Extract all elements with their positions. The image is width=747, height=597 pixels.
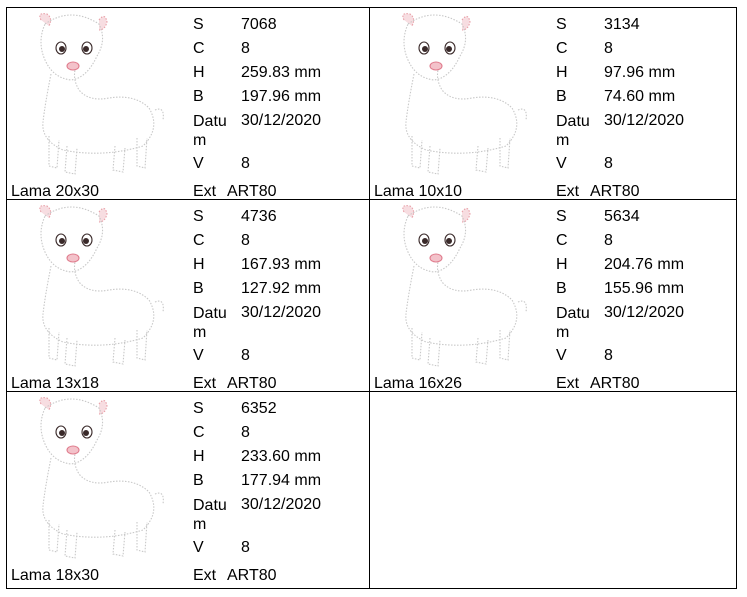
property-label: Datum (556, 305, 590, 341)
property-label: Ext (556, 375, 580, 392)
height-value: 97.96 mm (604, 64, 676, 81)
date-value: 30/12/2020 (241, 304, 322, 321)
property-label: Datum (556, 113, 590, 149)
design-sheet-grid (6, 7, 737, 589)
property-label: H (193, 64, 205, 81)
property-label: V (193, 155, 204, 172)
llama-embroidery-icon (374, 202, 550, 370)
version-value: 8 (604, 155, 613, 172)
design-name: Lama 16x26 (374, 375, 463, 392)
property-label: V (556, 155, 567, 172)
design-card (370, 199, 737, 391)
property-label: B (556, 280, 567, 297)
property-label: C (193, 424, 205, 441)
height-value: 233.60 mm (241, 448, 322, 465)
color-count: 8 (241, 232, 250, 249)
design-card (6, 199, 370, 391)
design-properties (193, 208, 369, 371)
stitch-count: 5634 (604, 208, 640, 225)
height-value: 259.83 mm (241, 64, 322, 81)
design-card (370, 7, 737, 199)
stitch-count: 3134 (604, 16, 640, 33)
property-label: S (193, 400, 204, 417)
property-label: Ext (193, 375, 217, 392)
color-count: 8 (241, 424, 250, 441)
color-count: 8 (604, 232, 613, 249)
design-name: Lama 10x10 (374, 183, 463, 200)
property-label: S (193, 208, 204, 225)
stitch-count: 6352 (241, 400, 277, 417)
property-label: H (556, 256, 568, 273)
date-value: 30/12/2020 (604, 304, 685, 321)
property-label: Datum (193, 305, 227, 341)
llama-embroidery-icon (11, 10, 187, 178)
property-label: Datum (193, 497, 227, 533)
property-label: C (556, 40, 568, 57)
extension-value: ART80 (227, 375, 277, 392)
property-label: H (556, 64, 568, 81)
width-value: 155.96 mm (604, 280, 685, 297)
design-card (6, 391, 370, 589)
property-label: V (556, 347, 567, 364)
extension-value: ART80 (590, 375, 640, 392)
design-properties (556, 16, 732, 179)
property-label: Ext (193, 183, 217, 200)
design-name: Lama 20x30 (11, 183, 100, 200)
property-label: S (193, 16, 204, 33)
property-label: C (193, 232, 205, 249)
llama-embroidery-icon (11, 202, 187, 370)
extension-value: ART80 (227, 183, 277, 200)
property-label: C (556, 232, 568, 249)
llama-embroidery-icon (374, 10, 550, 178)
empty-cell (370, 391, 737, 589)
property-label: V (193, 347, 204, 364)
property-label: B (193, 472, 204, 489)
property-label: V (193, 539, 204, 556)
property-label: H (193, 256, 205, 273)
width-value: 197.96 mm (241, 88, 322, 105)
height-value: 204.76 mm (604, 256, 685, 273)
version-value: 8 (241, 347, 250, 364)
date-value: 30/12/2020 (241, 496, 322, 513)
property-label: Datum (193, 113, 227, 149)
property-label: B (556, 88, 567, 105)
property-label: Ext (556, 183, 580, 200)
color-count: 8 (241, 40, 250, 57)
design-properties (556, 208, 732, 371)
version-value: 8 (241, 155, 250, 172)
version-value: 8 (241, 539, 250, 556)
property-label: B (193, 88, 204, 105)
property-label: S (556, 16, 567, 33)
design-card (6, 7, 370, 199)
version-value: 8 (604, 347, 613, 364)
extension-value: ART80 (590, 183, 640, 200)
stitch-count: 4736 (241, 208, 277, 225)
design-properties (193, 400, 369, 563)
date-value: 30/12/2020 (604, 112, 685, 129)
stitch-count: 7068 (241, 16, 277, 33)
width-value: 127.92 mm (241, 280, 322, 297)
extension-value: ART80 (227, 567, 277, 584)
property-label: C (193, 40, 205, 57)
height-value: 167.93 mm (241, 256, 322, 273)
property-label: H (193, 448, 205, 465)
property-label: B (193, 280, 204, 297)
property-label: S (556, 208, 567, 225)
width-value: 177.94 mm (241, 472, 322, 489)
design-name: Lama 18x30 (11, 567, 100, 584)
design-properties (193, 16, 369, 179)
date-value: 30/12/2020 (241, 112, 322, 129)
width-value: 74.60 mm (604, 88, 676, 105)
property-label: Ext (193, 567, 217, 584)
llama-embroidery-icon (11, 394, 187, 562)
design-name: Lama 13x18 (11, 375, 100, 392)
color-count: 8 (604, 40, 613, 57)
